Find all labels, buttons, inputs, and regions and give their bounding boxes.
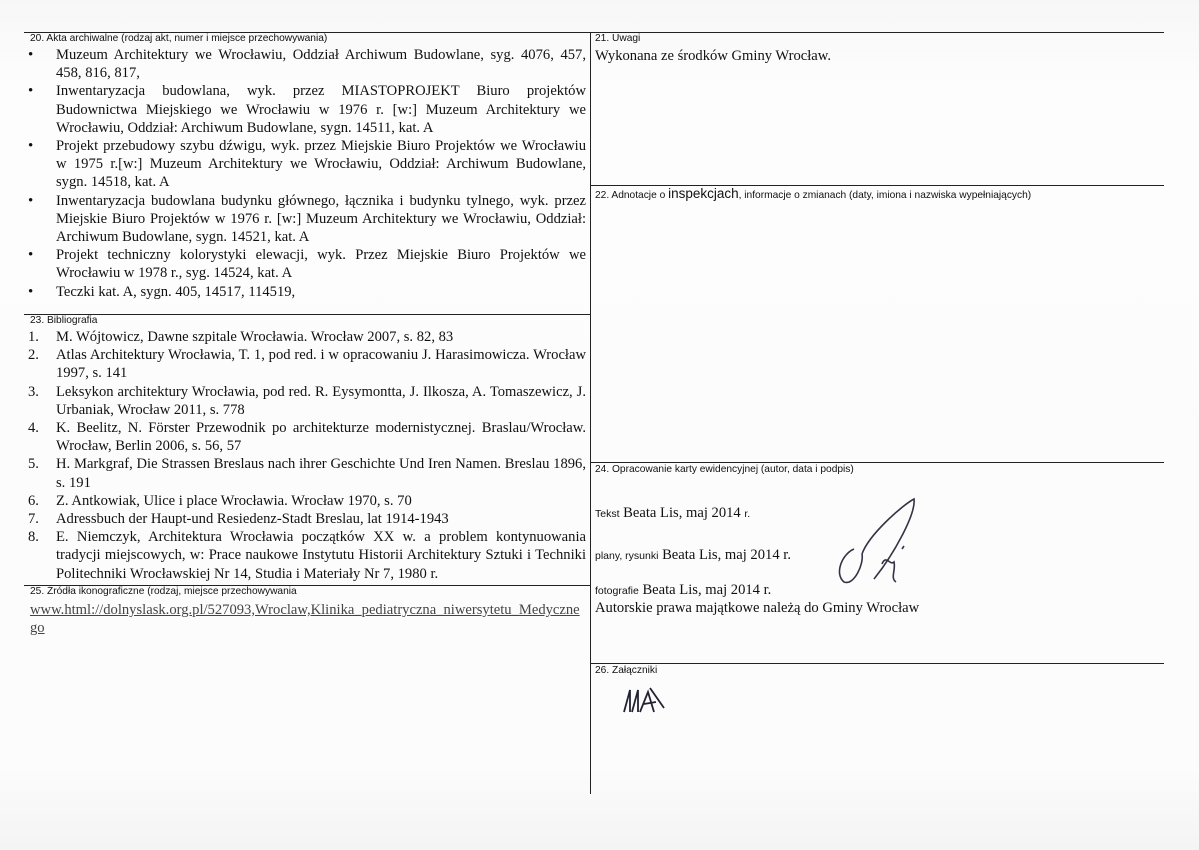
list-item: • Teczki kat. A, sygn. 405, 14517, 114519, xyxy=(28,283,296,300)
list-item-text: Muzeum Architektury we Wrocławiu, Oddział Archiwum Budowlane, syg. 4076, 457, 458, 816, 817, xyxy=(56,47,586,82)
list-item-text: Atlas Architektury Wrocławia, T. 1, pod red. i w opracowaniu J. Harasimowicza. Wrocław 1997, s. 141 xyxy=(56,347,586,382)
bibliography-list xyxy=(24,328,586,583)
list-item-text: Leksykon architektury Wrocławia, pod red. R. Eysymontta, J. Ilkosza, A. Tomaszewicz, J. Urbaniak, Wrocław 2011, s. 778 xyxy=(56,383,586,418)
section-20-label: 20. Akta archiwalne (rodzaj akt, numer i miejsce przechowywania) xyxy=(30,33,328,44)
section-22-label: 22. Adnotacje o inspekcjach, informacje o zmianach (daty, imiona i nazwiska wypełniających) xyxy=(595,186,1032,201)
list-item: 2. Atlas Architektury Wrocławia, T. 1, pod red. i w opracowaniu J. Harasimowicza. Wrocław 1997, s. 141 xyxy=(28,347,586,382)
section-23-label: 23. Bibliografia xyxy=(30,315,98,326)
divider-24-26 xyxy=(590,663,1164,664)
list-item: 5. H. Markgraf, Die Strassen Breslaus nach ihrer Geschichte Und Iren Namen. Breslau 1896, s. 191 xyxy=(28,456,586,491)
text-author-line: Tekst Beata Lis, maj 2014 r. xyxy=(595,505,751,521)
list-item: • Projekt techniczny kolorystyki elewacji, wyk. Przez Miejskie Biuro Projektów we Wrocławiu w 1978 r., syg. 14524, kat. A xyxy=(28,247,586,282)
list-item: 4. K. Beelitz, N. Förster Przewodnik po architekturze modernistycznej. Braslau/Wrocław. Wrocław, Berlin 2006, s. 56, 57 xyxy=(28,420,586,455)
section-24-label: 24. Opracowanie karty ewidencyjnej (autor, data i podpis) xyxy=(595,464,854,475)
divider-20-23 xyxy=(24,314,590,315)
photos-author-line: fotografie Beata Lis, maj 2014 r. xyxy=(595,582,772,598)
list-item: 6. Z. Antkowiak, Ulice i place Wrocławia. Wrocław 1970, s. 70 xyxy=(28,492,412,509)
list-item: 7. Adressbuch der Haupt-und Resiedenz-Stadt Breslau, lat 1914-1943 xyxy=(28,511,449,528)
list-item-text: Adressbuch der Haupt-und Resiedenz-Stadt Breslau, lat 1914-1943 xyxy=(56,511,449,528)
list-item: 1. M. Wójtowicz, Dawne szpitale Wrocławia. Wrocław 2007, s. 82, 83 xyxy=(28,329,454,345)
list-item-text: Inwentaryzacja budowlana budynku głównego, łącznika i budynku tylnego, wyk. przez Miejskie Biuro Projektów w 1976 r. [w:] Muzeum Architektury we Wrocławiu, Oddział: Archiwum Budowlane, sygn. 14521, kat. A xyxy=(56,192,586,246)
list-item: • Projekt przebudowy szybu dźwigu, wyk. przez Miejskie Biuro Projektów we Wrocławiu w 1975 r.[w:] Muzeum Architektury we Wrocławiu, Oddział: Archiwum Budowlane, sygn. 14518, kat. A xyxy=(28,138,586,191)
list-item-text: H. Markgraf, Die Strassen Breslaus nach ihrer Geschichte Und Iren Namen. Breslau 1896, s. 191 xyxy=(56,456,586,491)
iconographic-source-link[interactable]: www.html://dolnyslask.org.pl/527093,Wroclaw,Klinika_pediatryczna_niwersytetu_Medycznego xyxy=(30,602,580,637)
column-divider xyxy=(590,32,591,794)
drawings-author-line: plany, rysunki Beata Lis, maj 2014 r. xyxy=(595,547,791,563)
section-21-label: 21. Uwagi xyxy=(595,33,641,44)
list-item: 8. E. Niemczyk, Architektura Wrocławia początków XX w. a problem kontynuowania tradycji miejscowych, w: Prace naukowe Instytutu Historii Architektury Sztuki i Techniki Politechniki Wrocławskiej Nr 14, Studia i Materiały Nr 7, 1980 r. xyxy=(28,529,586,582)
remarks-text: Wykonana ze środków Gminy Wrocław. xyxy=(595,48,832,64)
author-signature xyxy=(824,494,934,594)
copyright-line: Autorskie prawa majątkowe należą do Gminy Wrocław xyxy=(595,600,920,616)
list-item-text: Z. Antkowiak, Ulice i place Wrocławia. Wrocław 1970, s. 70 xyxy=(56,492,412,509)
divider-22-24 xyxy=(590,462,1164,463)
list-item-text: Inwentaryzacja budowlana, wyk. przez MIASTOPROJEKT Biuro projektów Budownictwa Miejskiego we Wrocławiu w 1976 r. [w:] Muzeum Architektury we Wrocławiu, Oddział: Archiwum Budowlane, sygn. 14511, kat. A xyxy=(56,83,586,136)
list-item: • Inwentaryzacja budowlana, wyk. przez MIASTOPROJEKT Biuro projektów Budownictwa Miejskiego we Wrocławiu w 1976 r. [w:] Muzeum Architektury we Wrocławiu, Oddział: Archiwum Budowlane, sygn. 14511, kat. A xyxy=(28,83,586,136)
section-25-label: 25. Źródła ikonograficzne (rodzaj, miejsce przechowywania xyxy=(30,586,297,597)
list-item: • Muzeum Architektury we Wrocławiu, Oddział Archiwum Budowlane, syg. 4076, 457, 458, 816, 817, xyxy=(28,47,586,82)
attachments-initials xyxy=(620,684,670,718)
list-item-text: M. Wójtowicz, Dawne szpitale Wrocławia. Wrocław 2007, s. 82, 83 xyxy=(56,329,454,345)
list-item-text: E. Niemczyk, Architektura Wrocławia początków XX w. a problem kontynuowania tradycji miejscowych, w: Prace naukowe Instytutu Historii Architektury Sztuki i Techniki Politechniki Wrocławskiej Nr 14, Studia i Materiały Nr 7, 1980 r. xyxy=(56,529,586,582)
list-item-text: Projekt przebudowy szybu dźwigu, wyk. przez Miejskie Biuro Projektów we Wrocławiu w 1975 r.[w:] Muzeum Architektury we Wrocławiu, Oddział: Archiwum Budowlane, sygn. 14518, kat. A xyxy=(56,138,586,191)
list-item: 3. Leksykon architektury Wrocławia, pod red. R. Eysymontta, J. Ilkosza, A. Tomaszewicz, J. Urbaniak, Wrocław 2011, s. 778 xyxy=(28,383,586,418)
list-item-text: Teczki kat. A, sygn. 405, 14517, 114519, xyxy=(56,283,296,300)
list-item: • Inwentaryzacja budowlana budynku głównego, łącznika i budynku tylnego, wyk. przez Miejskie Biuro Projektów w 1976 r. [w:] Muzeum Architektury we Wrocławiu, Oddział: Archiwum Budowlane, sygn. 14521, kat. A xyxy=(28,192,586,246)
list-item-text: K. Beelitz, N. Förster Przewodnik po architekturze modernistycznej. Braslau/Wrocław. Wrocław, Berlin 2006, s. 56, 57 xyxy=(56,420,586,455)
archival-records-list xyxy=(24,46,586,301)
evidence-card-page xyxy=(24,32,1164,794)
section-26-label: 26. Załączniki xyxy=(595,665,658,676)
list-item-text: Projekt techniczny kolorystyki elewacji, wyk. Przez Miejskie Biuro Projektów we Wrocławiu w 1978 r., syg. 14524, kat. A xyxy=(56,247,586,282)
